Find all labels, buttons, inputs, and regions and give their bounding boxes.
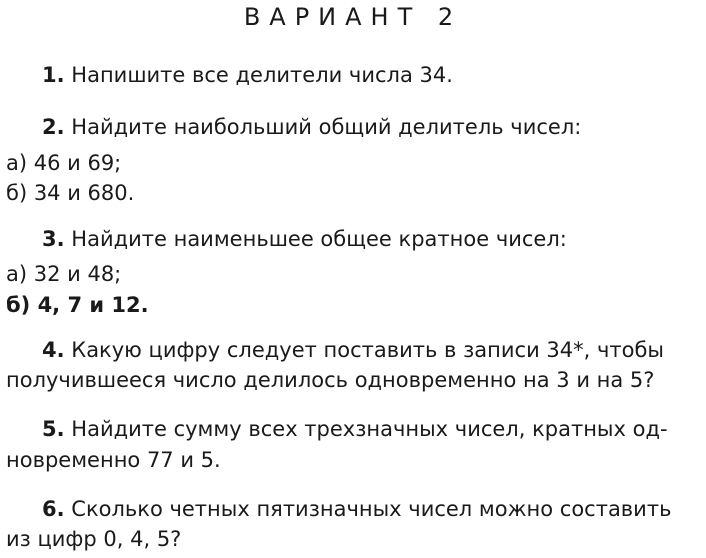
task-3-item-b: б) 4, 7 и 12. xyxy=(6,293,149,317)
task-2-item-b: б) 34 и 680. xyxy=(6,181,135,205)
task-5-line-1 xyxy=(42,414,668,444)
task-2-text: Найдите наибольший общий делитель чисел: xyxy=(71,115,582,139)
task-2-item-a: а) 46 и 69; xyxy=(6,151,122,175)
task-4-line-2: получившееся число делилось одновременно на 3 и на 5? xyxy=(6,368,655,392)
task-6-number: 6. xyxy=(42,497,65,521)
task-6-text-1: Сколько четных пятизначных чисел можно составить xyxy=(71,497,672,521)
task-3-item-a: а) 32 и 48; xyxy=(6,262,122,286)
task-6-line-2: из цифр 0, 4, 5? xyxy=(6,527,182,551)
task-5-line-2: новременно 77 и 5. xyxy=(6,448,221,472)
task-5-number: 5. xyxy=(42,417,65,441)
task-6-line-1 xyxy=(42,494,671,524)
task-1-number: 1. xyxy=(42,63,65,87)
task-2 xyxy=(42,112,581,142)
task-1 xyxy=(42,60,453,90)
task-1-text: Напишите все делители числа 34. xyxy=(71,63,453,87)
task-5-text-1: Найдите сумму всех трехзначных чисел, кратных од- xyxy=(71,417,668,441)
task-4-number: 4. xyxy=(42,338,65,362)
variant-title: ВАРИАНТ 2 xyxy=(243,3,463,31)
task-3 xyxy=(42,224,567,254)
task-4-line-1 xyxy=(42,335,664,365)
task-3-text: Найдите наименьшее общее кратное чисел: xyxy=(71,227,567,251)
task-4-text-1: Какую цифру следует поставить в записи 34*, чтобы xyxy=(71,338,664,362)
task-3-number: 3. xyxy=(42,227,65,251)
task-2-number: 2. xyxy=(42,115,65,139)
